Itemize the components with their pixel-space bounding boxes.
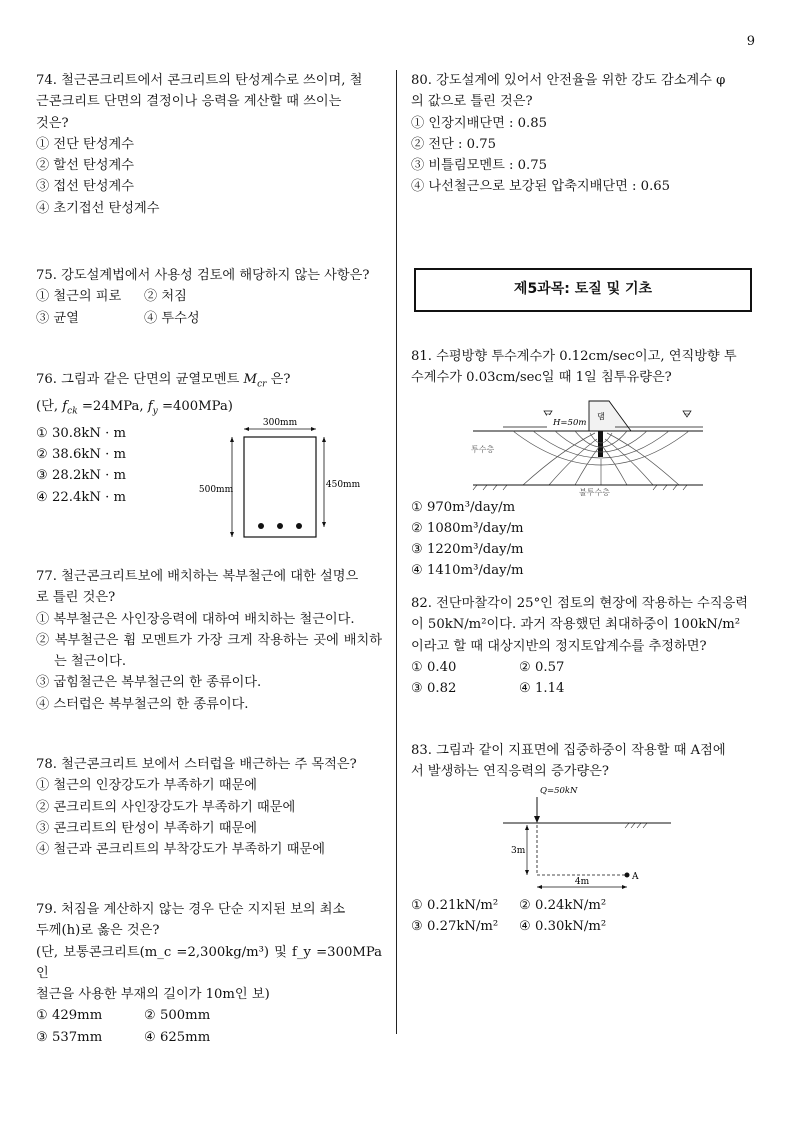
option[interactable]: ① 복부철근은 사인장응력에 대하여 배치하는 철근이다.	[36, 611, 355, 627]
option[interactable]: ② 1080m³/day/m	[411, 520, 524, 536]
question-79	[36, 899, 382, 1048]
rebar	[296, 523, 302, 529]
question-note: 철근을 사용한 부재의 길이가 10m인 보)	[36, 987, 270, 1003]
question-stem: 74. 철근콘크리트에서 콘크리트의 탄성계수로 쓰이며, 철	[36, 73, 363, 88]
question-75	[36, 265, 382, 369]
option[interactable]: ③ 콘크리트의 탄성이 부족하기 때문에	[36, 820, 258, 836]
option[interactable]: ③ 1220m³/day/m	[411, 542, 524, 558]
point-a	[625, 872, 630, 877]
flow-net-figure	[463, 389, 713, 497]
option[interactable]: ④ 스터럽은 복부철근의 한 종류이다.	[36, 696, 249, 712]
question-77	[36, 566, 382, 754]
question-stem: 78. 철근콘크리트 보에서 스터럽을 배근하는 주 목적은?	[36, 757, 357, 772]
option[interactable]: ② 38.6kN · m	[36, 447, 126, 463]
question-stem: 이 50kN/m²이다. 과거 작용했던 최대하중이 100kN/m²	[411, 617, 740, 633]
depth-label: 3m	[511, 845, 526, 856]
option[interactable]: ④ 투수성	[144, 310, 200, 326]
left-column	[36, 70, 382, 1048]
question-83	[411, 740, 757, 937]
question-stem: 이라고 할 때 대상지반의 정지토압계수를 추정하면?	[411, 638, 707, 654]
rebar	[277, 523, 283, 529]
distance-label: 4m	[574, 876, 590, 887]
question-stem: 근콘크리트 단면의 결정이나 응력을 계산할 때 쓰이는	[36, 94, 342, 110]
option[interactable]: ④ 초기접선 탄성계수	[36, 200, 160, 216]
question-80	[411, 70, 757, 268]
question-stem: 75. 강도설계법에서 사용성 검토에 해당하지 않는 사항은?	[36, 268, 370, 283]
question-stem: 것은?	[36, 115, 69, 131]
question-81	[411, 346, 757, 593]
option[interactable]: ④ 1.14	[519, 681, 565, 697]
question-note: (단, 보통콘크리트(m_c =2,300kg/m³) 및 f_y =300MPa인	[36, 944, 382, 981]
option[interactable]: ④ 철근과 콘크리트의 부착강도가 부족하기 때문에	[36, 842, 325, 858]
option[interactable]: ① 인장지배단면 : 0.85	[411, 115, 548, 131]
option[interactable]: ① 철근의 인장강도가 부족하기 때문에	[36, 778, 258, 794]
question-stem: 77. 철근콘크리트보에 배치하는 복부철근에 대한 설명으	[36, 569, 359, 584]
head-label: H=50m	[553, 417, 587, 428]
question-stem: 79. 처짐을 계산하지 않는 경우 단순 지지된 보의 최소	[36, 902, 346, 917]
option[interactable]: ② 할선 탄성계수	[36, 158, 135, 174]
point-label: A	[632, 871, 639, 882]
question-note: (단, $f_{ck} =24MPa$, $f_y =400MPa$)	[36, 398, 233, 417]
option[interactable]: ③ 537mm	[36, 1029, 103, 1045]
option[interactable]: ③ 28.2kN · m	[36, 468, 126, 484]
option[interactable]: ③ 굽힘철근은 복부철근의 한 종류이다.	[36, 675, 262, 691]
option[interactable]: ① 30.8kN · m	[36, 425, 126, 441]
option[interactable]: ① 0.40	[411, 659, 457, 675]
option[interactable]: ① 429mm	[36, 1008, 103, 1024]
question-74	[36, 70, 382, 265]
option[interactable]: ④ 22.4kN · m	[36, 489, 126, 505]
option[interactable]: ① 전단 탄성계수	[36, 136, 135, 152]
question-stem: 82. 전단마찰각이 25°인 점토의 현장에 작용하는 수직응력	[411, 596, 749, 611]
question-stem: 수계수가 0.03cm/sec일 때 1일 침투유량은?	[411, 370, 672, 386]
load-label: Q=50kN	[540, 785, 578, 796]
question-stem: 두께(h)로 옳은 것은?	[36, 923, 160, 939]
option[interactable]: ③ 비틀림모멘트 : 0.75	[411, 158, 548, 174]
option[interactable]: ④ 1410m³/day/m	[411, 563, 524, 579]
permeable-layer-label: 투수층	[471, 444, 495, 454]
beam-section-figure	[196, 409, 376, 539]
option[interactable]: ② 콘크리트의 사인장강도가 부족하기 때문에	[36, 799, 296, 815]
section-title: 제5과목: 토질 및 기초	[513, 281, 653, 298]
question-stem: 76. 그림과 같은 단면의 균열모멘트 $M_{cr}$ 은?	[36, 372, 291, 390]
question-stem: 서 발생하는 연직응력의 증가량은?	[411, 764, 609, 780]
option[interactable]: ② 전단 : 0.75	[411, 136, 497, 152]
column-divider	[396, 70, 397, 1034]
question-stem: 의 값으로 틀린 것은?	[411, 94, 533, 110]
page-number: 9	[746, 34, 755, 49]
question-stem: 83. 그림과 같이 지표면에 집중하중이 작용할 때 A점에	[411, 743, 726, 758]
beam-section	[244, 437, 316, 537]
option[interactable]: ③ 0.27kN/m²	[411, 918, 499, 934]
impermeable-layer-label: 불투수층	[579, 487, 610, 497]
option[interactable]: ③ 균열	[36, 310, 79, 326]
option[interactable]: ④ 0.30kN/m²	[519, 918, 607, 934]
question-76	[36, 369, 382, 566]
option[interactable]: ② 처짐	[144, 289, 187, 305]
depth-label: 450mm	[325, 480, 361, 490]
question-stem: 80. 강도설계에 있어서 안전율을 위한 강도 감소계수 φ	[411, 73, 726, 88]
option[interactable]: ② 0.24kN/m²	[519, 897, 607, 913]
question-stem: 81. 수평방향 투수계수가 0.12cm/sec이고, 연직방향 투	[411, 349, 737, 364]
option[interactable]: ④ 625mm	[144, 1029, 211, 1045]
rebar	[258, 523, 264, 529]
option[interactable]: ① 970m³/day/m	[411, 499, 516, 515]
dam-label: 댐	[597, 411, 605, 421]
section-title-box	[414, 268, 752, 312]
dam	[589, 401, 631, 431]
right-column	[411, 70, 757, 937]
question-82	[411, 593, 757, 740]
option[interactable]: ③ 0.82	[411, 681, 457, 697]
question-78	[36, 754, 382, 899]
option[interactable]: ④ 나선철근으로 보강된 압축지배단면 : 0.65	[411, 179, 671, 195]
option[interactable]: ③ 접선 탄성계수	[36, 179, 135, 195]
option[interactable]: ① 철근의 피로	[36, 289, 122, 305]
option[interactable]: ① 0.21kN/m²	[411, 897, 499, 913]
width-label: 300mm	[262, 418, 298, 428]
option[interactable]: ② 0.57	[519, 659, 565, 675]
point-load-figure	[499, 783, 679, 895]
height-label: 500mm	[198, 485, 234, 495]
option[interactable]: ② 500mm	[144, 1008, 211, 1024]
option[interactable]: ② 복부철근은 휨 모멘트가 가장 크게 작용하는 곳에 배치하는 철근이다.	[36, 632, 382, 670]
question-stem: 로 틀린 것은?	[36, 590, 116, 606]
